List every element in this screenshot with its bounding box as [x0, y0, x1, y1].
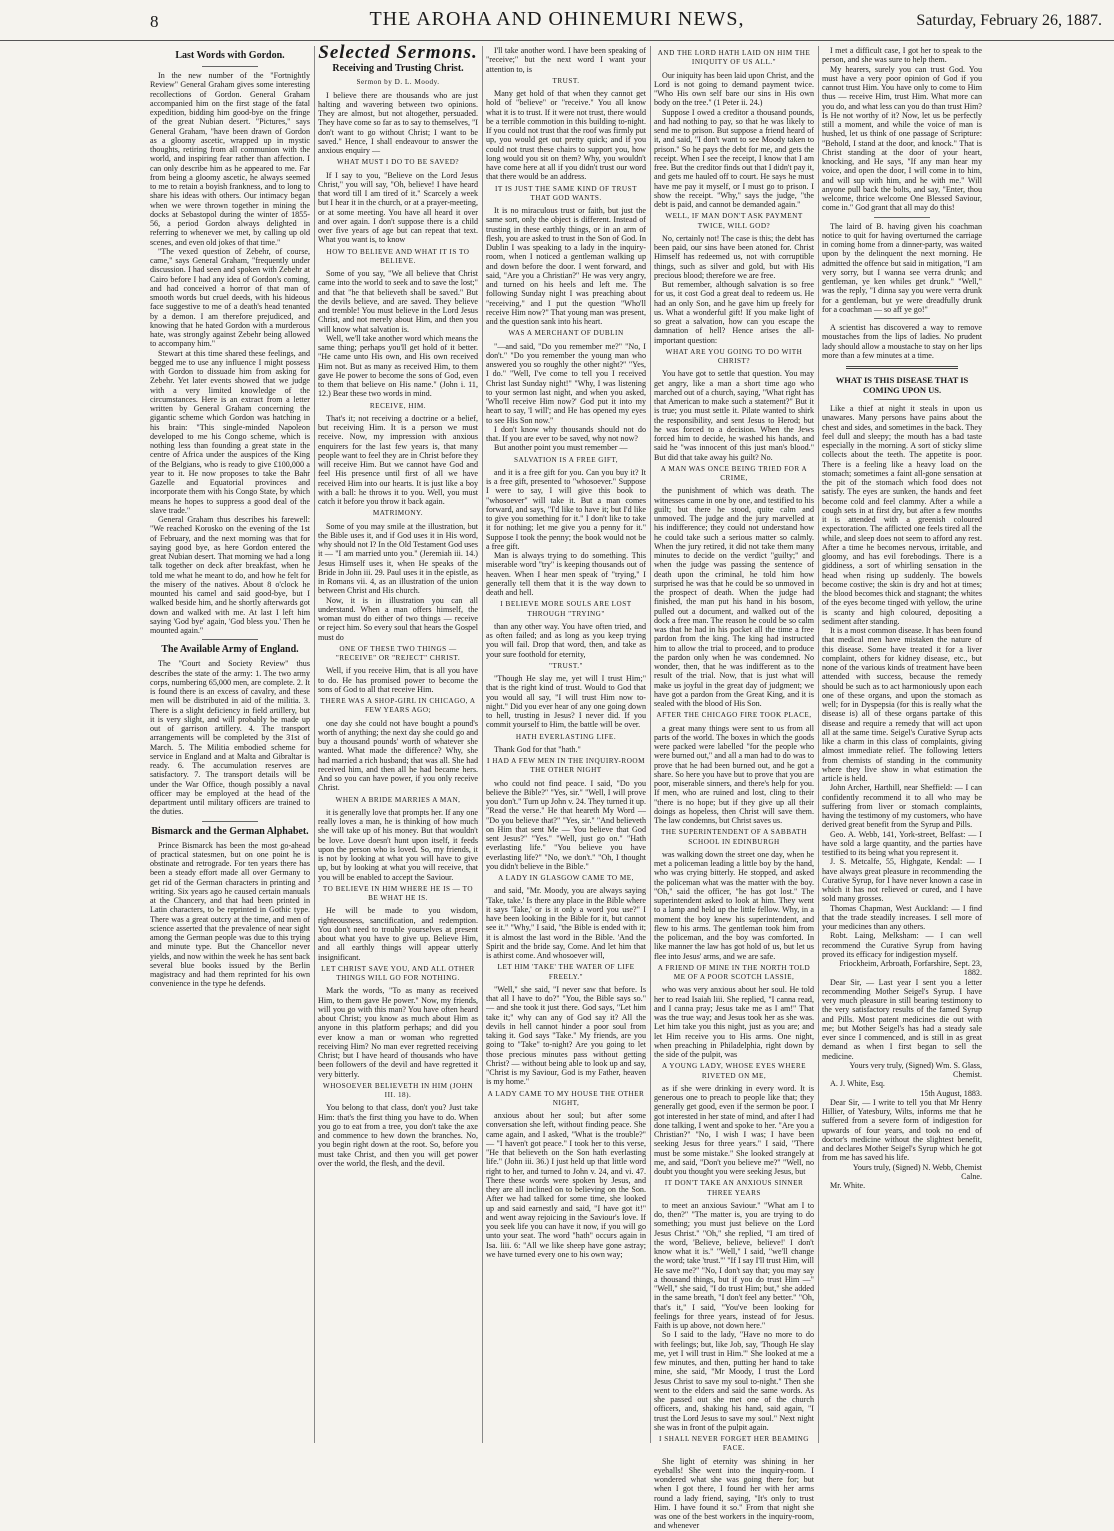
page-number: 8 [150, 12, 159, 31]
paragraph: who could not find peace. I said, "Do you believe the Bible?" "Yes, sir." "Well, I will prove you don't." Turn up John v. 24. They turned it up. "Read the verse." He that heareth My Word — "Do you believe that?" "Yes, sir." "And believeth on Him that sent Me — You believe that God sent Jesus?" "Yes." "Well, just go on." "Hath everlasting life." "You believe you have everlasting life?" "No, we don't." "Oh, I thought you didn't believe in the Bible." [486, 778, 646, 871]
paragraph: John Archer, Harthill, near Sheffield: — I can confidently recommend it to all who may be suffering from liver or stomach complaints, having the testimony of my customers, who have derived great benefit from the Syrup and Pills. [822, 783, 982, 830]
paragraph: Some of you may smile at the illustration, but the Bible uses it, and if God uses it in His word, why should not I? In the Old Testament God uses it — "I am married unto you." (Jeremiah iii. 14.) Jesus Himself uses it, when He speaks of the Bride in John iii. 29. Paul uses it in the epistle, as in Romans vii. 4, as an illustration of the union between Christ and His church. [318, 521, 479, 596]
article-heading: Last Words with Gordon. [175, 50, 285, 61]
paragraph: anxious about her soul; but after some conversation she left, without finding peace. She came again, and I asked, "What is the trouble?" — "I haven't got peace." I took her to this verse, "He that believeth on the Son hath everlasting life." (John iii. 36.) I just held up that little word right to her, and turned to John v. 24, and vi. 47. There these words were spoken by Jesus, and they are all inclined on to believing on the Son. After we had talked for some time, she looked up and said earnestly and said, "I have got it!" and went away rejoicing in the Saviour's love. If you seek life you can have it now, if you will go unto your seat. The word "hath" occurs again in Isa. liii. 6: "All we like sheep have gone astray; we have turned every one to his own way; [486, 1111, 646, 1259]
subheading: IT IS JUST THE SAME KIND OF TRUST THAT GOD WANTS. [495, 184, 637, 202]
paragraph: She light of eternity was shining in her eyeballs! She went into the inquiry-room. I wondered what she was going there for; but when I got there, I found her with her arms round a lady friend, saying, "It's only to trust Him. I have found it so." From that night she was one of the best workers in the inquiry-room, and whenever [654, 1456, 814, 1531]
paragraph: "The vexed question of Zebehr, of course, came," says General Graham, "frequently under discussion. I had seen and spoken with Zebehr at Cairo before I had any idea of Gordon's coming, and had conceived a horror of that man of smooth words but cruel deeds, with his hideous face suggestive to me of a death's head tenanted by a demon. I am therefore prejudiced, and knowing that he hated Gordon with a murderous hate, was strongly against Zebehr being allowed to accompany him." [150, 246, 310, 349]
column-rule [818, 46, 819, 1443]
paragraph: and said, "Mr. Moody, you are always saying 'Take, take.' Is there any place in the Bible where it says 'Take,' or is it only a word you use?" I have been looking in the Bible for it, but cannot see it." "Why," I said, "the Bible is ended with it; it is almost the last word in the Bible. 'And the Spirit and the bride say, Come. And let him that is athirst come. And whosoever will, [486, 886, 646, 960]
subheading: A FRIEND OF MINE IN THE NORTH TOLD ME OF A POOR SCOTCH LASSIE, [657, 963, 811, 981]
paragraph: So I said to the lady, "Have no more to do with feelings; but, like Job, say, 'Though He slay me, yet I will trust in Him.'" She looked at me a few minutes, and then, putting her hand to take mine, she said, "Mr Moody, I trust the Lord Jesus Christ to save my soul to-night." Then she went to the elders and said the same words. As she passed out she met one of the church officers, and, shaking his hand, said again, "I trust the Lord Jesus to save my soul." Next night she was in front of the pulpit again. [654, 1330, 814, 1432]
subheading: THE SUPERINTENDENT OF A SABBATH SCHOOL IN EDINBURGH [661, 828, 807, 846]
subheading: A LADY CAME TO MY HOUSE THE OTHER NIGHT, [487, 1089, 645, 1107]
paragraph: In the new number of the "Fortnightly Review" General Graham gives some interesting recollections of Gordon. General Graham accompanied him on the first stage of the fatal expedition, bidding him good-bye on the fringe of the great Nubian desert. "Pictures," says General Graham, "have been drawn of Gordon as a gloomy ascetic, wrapped up in mystic thoughts, retiring from all communion with the world, and inspiring fear rather than affection. I can only describe him as he appeared to me. Far from being a gloomy ascetic, he always seemed to me to retain a boyish frankness, and to long to share his ideas with others. Our intimacy began when we were thrown together in mining the docks at Sebastopol during the winter of 1855-56, a period Gordon always delighted in referring to whenever we met, by calling up old scenes, and even old jokes of that time." [150, 71, 310, 247]
subheading: HOW TO BELIEVE AND WHAT IT IS TO BELIEVE. [326, 247, 470, 265]
paragraph: No, certainly not! The case is this; the debt has been paid, our sins have been atoned for. Christ Himself has redeemed us, not with corruptible things, such as silver and gold, but with His precious blood; therefore we are free. [654, 233, 814, 280]
subheading: WHAT ARE YOU GOING TO DO WITH CHRIST? [665, 347, 803, 365]
subheading: RECEIVE, HIM. [369, 401, 427, 410]
paragraph: General Graham thus describes his farewell: "We reached Korosko on the evening of the 1st of February, and the next morning was that for saying good bye, as here Gordon entered the great Nubian desert. That morning we had a long talk together on deck after breakfast, when he told me what he meant to do, and how he felt for the misery of the natives. About 8 o'clock he mounted his camel and said good-bye, but I walked beside him, and he shortly afterwards got down and walked with me. At last I left him saying 'God bye' again, 'God bless you.' Then he mounted again." [150, 515, 310, 635]
paragraph: Man is always trying to do something. This miserable word "try" is keeping thousands out of heaven. When I hear men speak of "trying," I generally tell them that it is the way down to death and hell. [486, 551, 646, 597]
article-heading: WHAT IS THIS DISEASE THAT IS COMING UPON US. [835, 375, 969, 395]
paragraph: one day she could not have bought a pound's worth of anything; the next day she could go and buy a thousand pounds' worth of whatever she wanted. What made the difference? Why, she had married a rich husband; that was all. She had received him, and then all he had became hers. And so you can have power, if you only receive Christ. [318, 718, 478, 793]
paragraph: I'll take another word. I have been speaking of "receive;" but the next word I want your attention to, is [486, 46, 646, 74]
subheading: TO BELIEVE IN HIM WHERE HE IS — TO BE WHAT HE IS. [322, 884, 474, 902]
paragraph: That's it; not receiving a doctrine or a belief, but receiving Him. It is a person we must receive. Now, my impression with anxious enquirers for the last few years is, that many people want to feel they are in Christ before they will receive Him. But we cannot have God and feel His presence until first of all we have received Him into our hearts. It is just like a boy with a ball: he throws it to you. Well, you must catch it before you throw it back again. [318, 413, 478, 506]
paragraph: Prince Bismarck has been the most go-ahead of practical statesmen, but on one point he is obstinate and retrograde. For ten years there has been a steady effort made all over Germany to get rid of the German characters in printing and writing. Six years ago he caused certain manuals at the Chancery, and that had been printed in Latin characters, to be reprinted in Gothic type. There was a great outcry at the time, and men of science asserted that the prevalence of near sight among the German people was due to this trying and minute type. But the Chancellor never yields, and now within the week he has sent back several blue books issued by the Berlin magistracy and had them reprinted for his own convenience in the type he defends. [150, 840, 310, 989]
issue-date: Saturday, February 26, 1887. [916, 12, 1102, 29]
divider [874, 217, 930, 218]
paragraph: Dear Sir, — I write to tell you that Mr Henry Hillier, of Yatesbury, Wilts, informs me that he suffered from a severe form of indigestion for upwards of four years, and took no end of doctor's medicine without the slightest benefit, and declares Mother Seigel's Syrup which he got from me has saved his life. [822, 1097, 982, 1163]
divider [874, 399, 930, 400]
divider [202, 66, 258, 67]
letter-dateline: Friockheim, Arbroath, Forfarshire, Sept. 23, 1882. [839, 959, 982, 978]
sermon-title: Receiving and Trusting Christ. [332, 63, 464, 75]
paragraph: and it is a free gift for you. Can you buy it? It is a free gift, presented to "whosoever." Suppose I were to say, I will give this book to "whosoever" will take it. But a man comes forward, and says, "I'd like to have it; but I'd like to give you something for it." I don't like to take it for nothing; let me give you a penny for it." Suppose I took the penny; the book would not be a free gift. [486, 467, 646, 551]
divider [874, 318, 930, 319]
column-1 [150, 46, 310, 1443]
column-4 [654, 46, 814, 1531]
subheading: AFTER THE CHICAGO FIRE TOOK PLACE, [656, 711, 812, 720]
paragraph: "—and said, "Do you remember me?" "No, I don't." "Do you remember the young man who answered you so roughly the other night?" "Yes, I do." "Well, I've come to tell you I received Christ last Sunday night!" "Why, I was listening to your sermon last night, and when you asked, 'Who'll receive Him now?' God put it into my heart to say, 'I will'; and He has opened my eyes to see His Son now." [486, 341, 646, 425]
subheading: AND THE LORD HATH LAID ON HIM THE INIQUITY OF US ALL." [657, 49, 811, 67]
subheading: WHAT MUST I DO TO BE SAVED? [336, 158, 460, 167]
paragraph: to meet an anxious Saviour." "What am I to do, then?" "The matter is, you are trying to do something; you must just believe on the Lord Jesus Christ." "Oh," she replied, "I am tired of the word, 'Believe, believe, believe!' I don't know what it is." "Well," I said, "we'll change the word; take 'trust.'" "If I say I'll trust Him, will He save me?" "No, I don't say that; you may say a thousand things, but if you do trust Him —" "Well," she said, "I do trust Him; but," she added in the same breath, "I don't feel any better." "Oh, that's it," I said, "You've been looking for feelings for three years, instead of for Jesus. Faith is up above, not down here." [654, 1200, 814, 1330]
column-rule [482, 46, 483, 1443]
paragraph: I met a difficult case, I got her to speak to the person, and she was sure to help them. [822, 46, 982, 65]
subheading: IT DON'T TAKE AN ANXIOUS SINNER THREE YEARS [664, 1179, 804, 1197]
paragraph: But remember, although salvation is so free for us, it cost God a great deal to redeem us. He had an only Son, and he gave him up freely for us. What a wonderful gift! If you make light of so great a salvation, how can you escape the damnation of hell? Hence arises the all-important question: [654, 280, 814, 345]
paragraph: Our iniquity has been laid upon Christ, and the Lord is not going to demand payment twice. "Who His own self bare our sins in His own body on the tree." (1 Peter ii. 24.) [654, 70, 814, 108]
paragraph: It is a most common disease. It has been found that medical men have mistaken the nature of this disease. Some have treated it for a liver complaint, others for kidney disease, etc., but none of the various kinds of treatment have been attended with success, because the remedy should be such as to act harmoniously upon each one of these organs, and upon the stomach as well; for in Dyspepsia (for this is really what the disease is) all of these organs partake of this disease and require a remedy that will act upon all at the same time. Seigel's Curative Syrup acts like a charm in this class of complaints, giving almost immediate relief. The following letters from chemists of standing in the community where they live show in what estimation the article is held. [822, 626, 982, 783]
column-3 [486, 46, 646, 1443]
paragraph: Well, we'll take another word which means the same thing; perhaps you'll get hold of it better. "He came unto His own, and His own received Him not. But as many as received Him, to them gave He power to become the sons of God, even to them that believe on His name." (John i. 11, 12.) Bear these two words in mind. [318, 333, 478, 399]
subheading: WHEN A BRIDE MARRIES A MAN, [335, 795, 461, 804]
double-divider [846, 366, 958, 369]
paragraph: My hearers, surely you can trust God. You must have a very poor opinion of God if you cannot trust Him. You have only to come to Him thus — receive Him, trust Him. What more can you do, and what less can you do than trust Him? Is He not worthy of it? Now, let us be perfectly still a moment, and while the voice of man is hushed, let us think of one passage of Scripture: "Behold, I stand at the door, and knock." That is Christ standing at the door of your heart, knocking, and He says, "If any man hear my voice, and open the door, I will come in to him, and will sup with him, and he with me." Will anyone pull back the bolts, and say, "Enter, thou welcome, thrice welcome One Blessed Saviour, come in." God grant that all may do this! [822, 64, 982, 213]
column-rule [650, 46, 651, 1443]
paragraph: Geo. A. Webb, 141, York-street, Belfast: — I have sold a large quantity, and the parties have testified to its being what you represent it. [822, 829, 982, 857]
paragraph: a great many things were sent to us from all parts of the world. The boxes in which the goods were packed were labelled "for the people who were burned out," and all a man had to do was to prove that he had been burned out, and he got a share. So here you have but to prove that you are poor, miserable sinners, and there's help for you. If men, who are ruined and lost, cling to their "there is no hope; but if they give up all their doings as hopeless, then Christ will save them. The law condemns, but Christ saves us. [654, 723, 814, 825]
byline: Sermon by D. L. Moody. [356, 78, 440, 87]
paragraph: the punishment of which was death. The witnesses came in one by one, and testified to his guilt; but there he stood, quite calm and unmoved. The judge and the jury marvelled at his indifference; they could not understand how he could take such a serious matter so calmly. When the jury retired, it did not take them many minutes to decide on the verdict "guilty;" and when the judge was passing the sentence of death upon the criminal, he told him how surprised he was that he could be so unmoved in the prospect of death. When the judge had finished, the man put his hand in his bosom, pulled out a document, and walked out of the dock a free man. The reason he could be so calm was that he had in his pocket all the time a free pardon from the king. The king had instructed him to allow the trial to proceed, and to produce the pardon only when he was condemned. No wonder, then, that he was indifferent as to the result of the trial. Now, that is just what will make us joyful in the great day of judgment; we have got a pardon from the Great King, and it is sealed with the blood of His Son. [654, 486, 814, 708]
subheading: LET HIM 'TAKE' THE WATER OF LIFE FREELY." [497, 963, 635, 981]
signature: Yours truly, (Signed) N. Webb, Chemist Calne. [852, 1162, 982, 1181]
subheading: MATRIMONY. [372, 509, 424, 518]
subheading: WAS A MERCHANT OF DUBLIN [508, 329, 624, 338]
masthead [0, 0, 1114, 41]
paragraph: who was very anxious about her soul. He told her to read Isaiah liii. She replied, "I canna read, and I canna pray; Jesus take me as I am!" That was the true way; and Jesus took her as she was. Let him take you this night, just as you are; and let Him receive you to His arms. One night, when preaching in Philadelphia, right down by the side of the pulpit, was [654, 985, 814, 1059]
paragraph: If I say to you, "Believe on the Lord Jesus Christ," you will say, "Oh, believe! I have heard that word till I am tired of it." Scarcely a week but I hear it in the church, or at a prayer-meeting, or at some meeting. You have all heard it over and over again. I don't suppose there is a child over five years of age but can repeat that text. What you want is, to know [318, 170, 478, 245]
subheading: I SHALL NEVER FORGET HER BEAMING FACE. [659, 1435, 809, 1453]
paragraph: The laird of B. having given his coachman notice to quit for having overturned the carriage in coming home from a dinner-party, was waited upon by the delinquent the next morning. He admitted the offence but said in mitigation, "I am very sorry, but I wanna see verra drunk; and gentleman, ye ken whiles get drunk." "Well," was the reply, "I dinna say you were verra drunk for a gentleman, but ye were dreadfully drunk for a coachman — so aff ye go!" [822, 221, 982, 314]
signature: Yours very truly, (Signed) Wm. S. Glass, Chemist. [849, 1060, 982, 1079]
newspaper-title: THE AROHA AND OHINEMURI NEWS, [369, 8, 745, 30]
column-2 [318, 42, 479, 1443]
paragraph: Suppose I owed a creditor a thousand pounds, and had nothing to pay, so that he was likely to send me to prison. But suppose a friend heard of it, and said, "I don't want to see Moody taken to prison." So he pays the debt for me, and gets the receipt. When I see the receipt, I know that I am free. But the creditor finds out that I didn't pay it, and gets me hauled off to court. He says he must have me pay it myself, or I must go to prison. I show the receipt. "Why," says the judge, "the debt is paid, and cannot be demanded again." [654, 107, 814, 209]
section-banner: Selected Sermons. [318, 42, 478, 63]
paragraph: was walking down the street one day, when he met a policeman leading a little boy by the hand, who was crying bitterly. He stopped, and asked the policeman what was the matter with the boy. "Oh," said the officer, "he has got lost." The superintendent asked to look at him. They went to a lamp and held up the little fellow. Why, in a moment the boy knew his superintendent, and flew to his arms. The gentleman took him from the policeman, and the boy was comforted. In like manner the law has got hold of us, but let us flee into Jesus' arms, and we are safe. [654, 849, 814, 961]
paragraph: Mark the words, "To as many as received Him, to them gave He power." Now, my friends, will you go with this man? You have often heard about Christ; you know as much about Him as anyone in this platform perhaps; and did you ever know a man or woman who regretted receiving Him? No man ever regretted receiving Christ; but I have heard of thousands who have been followers of the devil and have regretted it very bitterly. [318, 986, 478, 1079]
article-heading: The Available Army of England. [161, 644, 299, 656]
paragraph: A scientist has discovered a way to remove moustaches from the lips of ladies. No prudent lady should allow a moustache to stay on her lips more than a few minutes at a time. [822, 323, 982, 360]
paragraph: Dear Sir, — Last year I sent you a letter recommending Mother Seigel's Syrup. I have very much pleasure in still bearing testimony to the very satisfactory results of the famed Syrup and Pills. Most patent medicines die out with me; but Mother Seigel's has had a steady sale ever since I commenced, and is still in as great demand as when I first began to sell the medicine. [822, 977, 982, 1061]
divider [202, 639, 258, 640]
subheading: A YOUNG LADY, WHOSE EYES WHERE RIVETED ON ME, [661, 1062, 807, 1080]
paragraph: Well, if you receive Him, that is all you have to do. He has promised power to become the sons of God to all that receive Him. [318, 666, 478, 694]
addressee: Mr. White. [830, 1181, 866, 1190]
paragraph: I believe there are thousands who are just halting and wavering between two opinions. They are almost, but not altogether, persuaded. They have come so far as to say to themselves, "I don't want to go without Christ; I want to be saved." Hence, I shall endeavour to answer the anxious enquiry — [318, 90, 478, 155]
paragraph: Robt. Laing, Melksham: — I can well recommend the Curative Syrup from having proved its efficacy for indigestion myself. [822, 931, 982, 959]
paragraph: Thank God for that "hath." [494, 744, 581, 754]
subheading: HATH EVERLASTING LIFE. [515, 732, 617, 741]
paragraph: "Though He slay me, yet will I trust Him;" that is the right kind of trust. Would to God that you would all say, "I will trust Him now to-night." Did you ever hear of any one going down to hell, trusting in Jesus? I never did. If you commit yourself to Him, the battle will be over. [486, 674, 646, 730]
subheading: A MAN WAS ONCE BEING TRIED FOR A CRIME, [660, 464, 808, 482]
paragraph: But another point you must remember — [494, 443, 628, 453]
subheading: THERE WAS A SHOP-GIRL IN CHICAGO, A FEW YEARS AGO; [320, 697, 476, 715]
letter-dateline: 15th August, 1883. [920, 1088, 982, 1098]
paragraph: You belong to that class, don't you? Just take Him: that's the first thing you have to do. When you go to eat from a tree, you don't take the axe and commence to hew down the branches. No, you begin right down at the root. So, before you must take Christ, and then you will get power over the world, the flesh, and the devil. [318, 1103, 478, 1168]
addressee: A. J. White, Esq. [830, 1079, 885, 1089]
paragraph: He will be made to you wisdom, righteousness, sanctification, and redemption. You don't need to trouble yourselves at present about what you have to give up. Believe Him, and all earthly things will appear utterly insignificant. [318, 906, 478, 962]
paragraph: it is generally love that prompts her. If any one really loves a man, he is thinking of how much she will take up of his money. But that wouldn't be love. Love doesn't hunt upon itself, it feeds upon the person who is loved. So, my friends, it is not by looking at what you will have to give up, but by looking at what you will receive, that you will be enabled to accept the Saviour. [318, 807, 478, 882]
paragraph: Stewart at this time shared these feelings, and begged me to use any influence I might possess with Gordon to dissuade him from asking for Zebehr. Yet later events showed that we judge with a very limited knowledge of the circumstances. Here is an extract from a letter written by General Graham concerning the gigantic scheme which Gordon was hatching in his brain: "This single-minded Napoleon developed to me his Congo scheme, which is nothing less than founding a great state in the centre of Africa under the auspices of the King of the Belgians, who is ready to give £100,000 a year to it. He now proposes to take the Bahr Gazelle and Equatorial provinces and incorporate them with his Congo State, by which means he hopes to suppress a good deal of the slave trade." [150, 348, 310, 515]
paragraph: Many get hold of that when they cannot get hold of "believe" or "receive." You all know what it is to trust. If it were not trust, there would be a terrible commotion in this building to-night. If you could not trust that the roof was firmly put up, you would get out pretty quick; and if you could not trust these chairs to support you, how long would you sit on them? Why, you wouldn't have come here at all if you didn't trust our word that there would be an address. [486, 89, 646, 182]
paragraph: Like a thief at night it steals in upon us unawares. Many persons have pains about the chest and sides, and sometimes in the back. They feel dull and sleepy; the mouth has a bad taste especially in the morning. A sort of sticky slime collects about the teeth. The appetite is poor. There is a feeling like a heavy load on the stomach; sometimes a faint all-gone sensation at the pit of the stomach which food does not satisfy. The eyes are sunken, the hands and feet become cold and feel clammy. After a while a cough sets in at first dry, but after a few months it is attended with a greenish coloured expectoration. The afflicted one feels tired all the while, and sleep does not seem to afford any rest. After a time he becomes nervous, irritable, and gloomy, and has evil forebodings. There is a giddiness, a sort of whirling sensation in the head when rising up suddenly. The bowels become costive; the skin is dry and hot at times; the blood becomes thick and stagnant; the whites of the eyes become tinged with yellow, the urine is scanty and high coloured, depositing a sediment after standing. [822, 404, 982, 626]
paragraph: J. S. Metcalfe, 55, Highgate, Kendal: — I have always great pleasure in recommending the Curative Syrup, for I have never known a case in which it has not relieved or cured, and I have sold many grosses. [822, 857, 982, 904]
column-5 [822, 46, 982, 1443]
subheading: WELL, IF MAN DON'T ASK PAYMENT TWICE, WILL GOD? [665, 212, 803, 230]
subheading: TRUST. [552, 76, 580, 85]
paragraph: You have got to settle that question. You may get angry, like a man a short time ago who marched out of a church, saying, "What right has that American to make such a statement?" But it is true; you must settle it. Pilate wanted to shirk the responsibility, and sent Jesus to Herod; but he was forced to a decision. When the Jews forced him to decide, he washed his hands, and said he "was innocent of this just man's blood." But did that take away his guilt? No. [654, 369, 814, 462]
paragraph: Thomas Chapman, West Auckland: — I find that the trade steadily increases. I sell more of your medicines than any others. [822, 903, 982, 931]
subheading: WHOSOEVER BELIEVETH IN HIM (JOHN III. 18). [322, 1081, 474, 1099]
paragraph: I don't know why thousands should not do that. If you are ever to be saved, why not now? [486, 424, 646, 443]
paragraph: Now, it is in illustration you can all understand. When a man offers himself, the woman must do either of two things — receive or reject him. So every soul that hears the Gospel must do [318, 595, 478, 642]
subheading: I BELIEVE MORE SOULS ARE LOST THROUGH "TRYING" [500, 600, 632, 618]
paragraph: It is no miraculous trust or faith, but just the same sort, only the object is different. Instead of trusting in these earthly things, or in an arm of flesh, you are asked to trust in the Son of God. In Dublin I was speaking to a lady in the inquiry-room, when I noticed a gentleman walking up and down before the door. I went forward, and said, "Are you a Christian?" He was very angry, and turned on his heels and left me. The following Sunday night I was preaching about "receiving," and I put the question "Who'll receive Him now?" That young man was present, and the question sank into his heart. [486, 206, 646, 326]
subheading: I HAD A FEW MEN IN THE INQUIRY-ROOM THE OTHER NIGHT [487, 757, 645, 775]
paragraph: "Well," she said, "I never saw that before. Is that all I have to do?" "You, the Bible says so." — and she took it just there. God says, "Let him take it;" why can any of God say it? All the devils in hell cannot hinder a poor soul from taking it. God says "Take." My friends, are you going to "Take" to-night? Are you going to let those precious minutes pass without getting Christ? — without being able to look up and say, "Christ is my Saviour, God is my Father, heaven is my home." [486, 984, 646, 1087]
paragraph: The "Court and Society Review" thus describes the state of the army: 1. The two army corps, numbering 65,000 men, are complete. 2. It is found there is an excess of cavalry, and these men will be distributed in aid of the militia. 3. There is a slight deficiency in field artillery, but it is very slight, and will probably be made up out of garrison artillery. 4. The transport arrangements will be completed by the 31st of March. 5. The Militia embodied scheme for service in England and at Malta and Gibraltar is ready. 6. The accumulation reserves are satisfactory. 7. The transport details will be under the War Office, though possibly a naval officer may be employed at the head of the department until military officers are trained to the duties. [150, 659, 310, 817]
column-rule [314, 46, 315, 1443]
divider [202, 821, 258, 822]
subheading: ONE OF THESE TWO THINGS — "RECEIVE" OR "REJECT" CHRIST. [335, 644, 461, 662]
subheading: SALVATION IS A FREE GIFT, [513, 455, 619, 464]
subheading: LET CHRIST SAVE YOU, AND ALL OTHER THINGS WILL GO FOR NOTHING. [321, 964, 475, 982]
subheading: A LADY IN GLASGOW CAME TO ME, [498, 874, 634, 882]
paragraph: Some of you say, "We all believe that Christ came into the world to seek and to save the lost;" and that "he that believeth shall be saved." But the devils believe, and are saved. They believe and tremble! You must believe in the Lord Jesus Christ, and not merely about Him, and then you will know what salvation is. [318, 269, 478, 334]
subheading: "TRUST." [549, 661, 583, 670]
paragraph: as if she were drinking in every word. It is generous one to preach to people like that; they generally get good, even if the sermon be poor. I got interested in her state of mind, and after I had done talking, I went and spoke to her. "Are you a Christian?" "No, I wish I was; I have been seeking Jesus for three years." I said, "There must be some mistake." She looked strangely at me, and said, "Don't you believe me?" "Well, no doubt you thought you were seeking Jesus, but [654, 1083, 814, 1176]
article-heading: Bismarck and the German Alphabet. [151, 825, 309, 837]
paragraph: than any other way. You have often tried, and as often failed; and as long as you keep trying you will fail. Drop that word, then, and take as your sure foothold for eternity, [486, 621, 646, 659]
